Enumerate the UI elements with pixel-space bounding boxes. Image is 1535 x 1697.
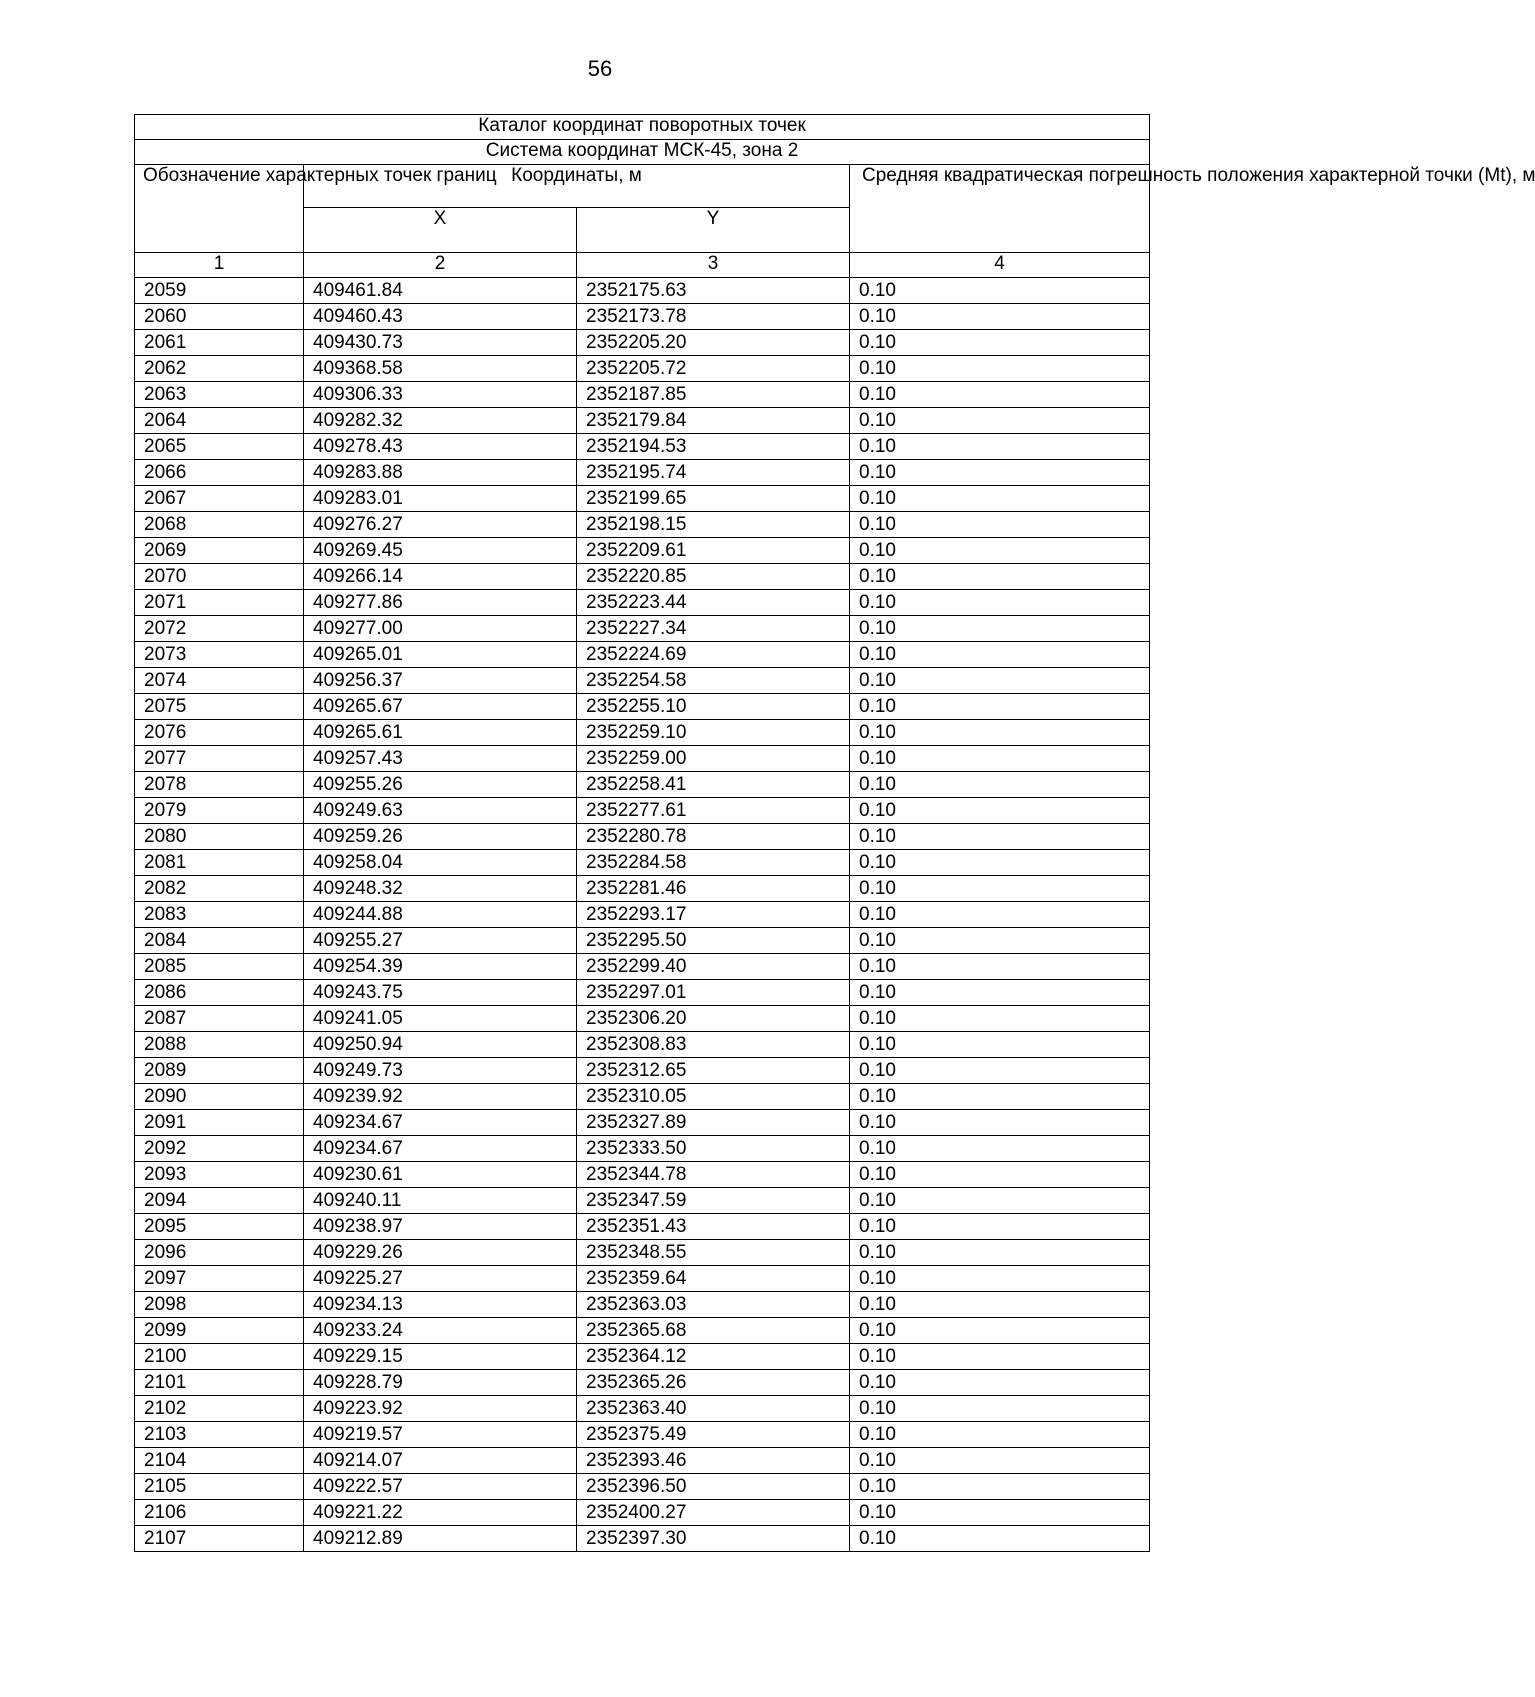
column-number: 4 [850, 253, 1150, 278]
table-row [135, 1396, 1150, 1422]
cell-error: 0.10 [850, 798, 1150, 824]
cell-point-id: 2068 [135, 512, 304, 538]
cell-point-id: 2070 [135, 564, 304, 590]
cell-point-id: 2082 [135, 876, 304, 902]
cell-point-id: 2069 [135, 538, 304, 564]
header-point: Обозначение характерных точек границ [135, 165, 304, 253]
cell-x: 409254.39 [304, 954, 577, 980]
cell-y: 2352359.64 [577, 1266, 850, 1292]
cell-error: 0.10 [850, 590, 1150, 616]
table-body [135, 278, 1150, 1552]
cell-point-id: 2072 [135, 616, 304, 642]
cell-y: 2352365.68 [577, 1318, 850, 1344]
cell-error: 0.10 [850, 1292, 1150, 1318]
header-x: X [304, 208, 577, 253]
cell-point-id: 2074 [135, 668, 304, 694]
cell-y: 2352224.69 [577, 642, 850, 668]
cell-error: 0.10 [850, 356, 1150, 382]
table-row [135, 1448, 1150, 1474]
cell-error: 0.10 [850, 382, 1150, 408]
cell-error: 0.10 [850, 1032, 1150, 1058]
cell-y: 2352277.61 [577, 798, 850, 824]
table-row [135, 902, 1150, 928]
cell-point-id: 2090 [135, 1084, 304, 1110]
table-title: Каталог координат поворотных точек [135, 115, 1150, 140]
table-row [135, 538, 1150, 564]
cell-point-id: 2073 [135, 642, 304, 668]
cell-y: 2352209.61 [577, 538, 850, 564]
table-row [135, 1422, 1150, 1448]
cell-error: 0.10 [850, 642, 1150, 668]
cell-y: 2352351.43 [577, 1214, 850, 1240]
cell-x: 409278.43 [304, 434, 577, 460]
cell-x: 409255.27 [304, 928, 577, 954]
cell-error: 0.10 [850, 772, 1150, 798]
column-number: 1 [135, 253, 304, 278]
cell-point-id: 2059 [135, 278, 304, 304]
cell-y: 2352297.01 [577, 980, 850, 1006]
cell-error: 0.10 [850, 746, 1150, 772]
cell-x: 409282.32 [304, 408, 577, 434]
cell-x: 409228.79 [304, 1370, 577, 1396]
cell-point-id: 2106 [135, 1500, 304, 1526]
cell-x: 409266.14 [304, 564, 577, 590]
cell-x: 409269.45 [304, 538, 577, 564]
cell-error: 0.10 [850, 668, 1150, 694]
cell-point-id: 2094 [135, 1188, 304, 1214]
cell-x: 409230.61 [304, 1162, 577, 1188]
table-row [135, 694, 1150, 720]
cell-error: 0.10 [850, 616, 1150, 642]
cell-x: 409283.01 [304, 486, 577, 512]
cell-error: 0.10 [850, 1318, 1150, 1344]
cell-x: 409249.73 [304, 1058, 577, 1084]
table-row [135, 1162, 1150, 1188]
table-row [135, 1084, 1150, 1110]
table-row [135, 954, 1150, 980]
cell-y: 2352327.89 [577, 1110, 850, 1136]
cell-x: 409239.92 [304, 1084, 577, 1110]
table-row [135, 876, 1150, 902]
cell-y: 2352205.72 [577, 356, 850, 382]
cell-error: 0.10 [850, 1110, 1150, 1136]
table-row [135, 824, 1150, 850]
cell-x: 409229.26 [304, 1240, 577, 1266]
table-row [135, 850, 1150, 876]
cell-x: 409223.92 [304, 1396, 577, 1422]
table-row [135, 1526, 1150, 1552]
cell-error: 0.10 [850, 1422, 1150, 1448]
cell-error: 0.10 [850, 954, 1150, 980]
cell-error: 0.10 [850, 538, 1150, 564]
cell-y: 2352259.10 [577, 720, 850, 746]
cell-x: 409257.43 [304, 746, 577, 772]
cell-point-id: 2095 [135, 1214, 304, 1240]
table-row [135, 330, 1150, 356]
table-row [135, 1006, 1150, 1032]
cell-x: 409258.04 [304, 850, 577, 876]
cell-y: 2352281.46 [577, 876, 850, 902]
cell-y: 2352363.40 [577, 1396, 850, 1422]
cell-y: 2352175.63 [577, 278, 850, 304]
table-row [135, 1058, 1150, 1084]
cell-x: 409277.00 [304, 616, 577, 642]
table-subtitle: Система координат МСК-45, зона 2 [135, 140, 1150, 165]
cell-x: 409460.43 [304, 304, 577, 330]
cell-y: 2352363.03 [577, 1292, 850, 1318]
cell-y: 2352293.17 [577, 902, 850, 928]
cell-y: 2352223.44 [577, 590, 850, 616]
cell-point-id: 2087 [135, 1006, 304, 1032]
cell-error: 0.10 [850, 1240, 1150, 1266]
header-coordinates: Координаты, м [304, 165, 850, 208]
cell-y: 2352284.58 [577, 850, 850, 876]
cell-x: 409222.57 [304, 1474, 577, 1500]
cell-point-id: 2102 [135, 1396, 304, 1422]
cell-x: 409430.73 [304, 330, 577, 356]
cell-x: 409234.67 [304, 1110, 577, 1136]
cell-x: 409233.24 [304, 1318, 577, 1344]
cell-point-id: 2060 [135, 304, 304, 330]
cell-y: 2352255.10 [577, 694, 850, 720]
cell-error: 0.10 [850, 980, 1150, 1006]
cell-error: 0.10 [850, 1266, 1150, 1292]
cell-error: 0.10 [850, 694, 1150, 720]
cell-x: 409225.27 [304, 1266, 577, 1292]
cell-point-id: 2061 [135, 330, 304, 356]
cell-x: 409276.27 [304, 512, 577, 538]
cell-error: 0.10 [850, 720, 1150, 746]
header-y: Y [577, 208, 850, 253]
cell-x: 409265.67 [304, 694, 577, 720]
cell-y: 2352198.15 [577, 512, 850, 538]
table-row [135, 1110, 1150, 1136]
cell-error: 0.10 [850, 460, 1150, 486]
cell-x: 409241.05 [304, 1006, 577, 1032]
cell-y: 2352312.65 [577, 1058, 850, 1084]
cell-point-id: 2077 [135, 746, 304, 772]
cell-y: 2352299.40 [577, 954, 850, 980]
table-row [135, 434, 1150, 460]
table-row [135, 512, 1150, 538]
cell-x: 409221.22 [304, 1500, 577, 1526]
cell-point-id: 2098 [135, 1292, 304, 1318]
cell-error: 0.10 [850, 512, 1150, 538]
cell-point-id: 2091 [135, 1110, 304, 1136]
cell-error: 0.10 [850, 304, 1150, 330]
cell-x: 409243.75 [304, 980, 577, 1006]
cell-error: 0.10 [850, 1526, 1150, 1552]
cell-point-id: 2105 [135, 1474, 304, 1500]
table-row [135, 980, 1150, 1006]
cell-y: 2352254.58 [577, 668, 850, 694]
cell-y: 2352375.49 [577, 1422, 850, 1448]
cell-x: 409234.67 [304, 1136, 577, 1162]
cell-error: 0.10 [850, 1084, 1150, 1110]
cell-error: 0.10 [850, 564, 1150, 590]
cell-point-id: 2107 [135, 1526, 304, 1552]
header-error: Средняя квадратическая погрешность положения характерной точки (Mt), м [850, 165, 1150, 253]
cell-x: 409368.58 [304, 356, 577, 382]
cell-point-id: 2104 [135, 1448, 304, 1474]
cell-x: 409234.13 [304, 1292, 577, 1318]
cell-x: 409219.57 [304, 1422, 577, 1448]
cell-x: 409244.88 [304, 902, 577, 928]
cell-y: 2352333.50 [577, 1136, 850, 1162]
table-row [135, 1500, 1150, 1526]
cell-y: 2352364.12 [577, 1344, 850, 1370]
cell-y: 2352280.78 [577, 824, 850, 850]
cell-y: 2352397.30 [577, 1526, 850, 1552]
coordinates-catalog-table [134, 114, 1535, 1552]
cell-error: 0.10 [850, 434, 1150, 460]
cell-y: 2352195.74 [577, 460, 850, 486]
cell-y: 2352344.78 [577, 1162, 850, 1188]
cell-x: 409259.26 [304, 824, 577, 850]
cell-y: 2352365.26 [577, 1370, 850, 1396]
cell-error: 0.10 [850, 1474, 1150, 1500]
table-row [135, 1292, 1150, 1318]
cell-point-id: 2063 [135, 382, 304, 408]
cell-y: 2352310.05 [577, 1084, 850, 1110]
cell-y: 2352227.34 [577, 616, 850, 642]
table-row [135, 382, 1150, 408]
cell-error: 0.10 [850, 1188, 1150, 1214]
table-row [135, 564, 1150, 590]
cell-x: 409238.97 [304, 1214, 577, 1240]
cell-error: 0.10 [850, 486, 1150, 512]
cell-point-id: 2062 [135, 356, 304, 382]
cell-y: 2352194.53 [577, 434, 850, 460]
cell-point-id: 2088 [135, 1032, 304, 1058]
cell-y: 2352187.85 [577, 382, 850, 408]
cell-point-id: 2101 [135, 1370, 304, 1396]
cell-error: 0.10 [850, 1370, 1150, 1396]
cell-x: 409248.32 [304, 876, 577, 902]
cell-y: 2352393.46 [577, 1448, 850, 1474]
cell-x: 409306.33 [304, 382, 577, 408]
table-row [135, 772, 1150, 798]
cell-point-id: 2064 [135, 408, 304, 434]
table-row [135, 408, 1150, 434]
cell-error: 0.10 [850, 1162, 1150, 1188]
page-number: 56 [587, 56, 613, 81]
table-row [135, 356, 1150, 382]
cell-error: 0.10 [850, 278, 1150, 304]
cell-point-id: 2093 [135, 1162, 304, 1188]
cell-point-id: 2092 [135, 1136, 304, 1162]
cell-point-id: 2067 [135, 486, 304, 512]
table-row [135, 278, 1150, 304]
table-row [135, 1474, 1150, 1500]
cell-error: 0.10 [850, 824, 1150, 850]
table-row [135, 1266, 1150, 1292]
column-numbers-row [135, 253, 1150, 278]
cell-point-id: 2089 [135, 1058, 304, 1084]
cell-point-id: 2071 [135, 590, 304, 616]
column-number: 3 [577, 253, 850, 278]
cell-error: 0.10 [850, 928, 1150, 954]
table-row [135, 1370, 1150, 1396]
cell-point-id: 2066 [135, 460, 304, 486]
cell-point-id: 2079 [135, 798, 304, 824]
column-number: 2 [304, 253, 577, 278]
table-row [135, 1136, 1150, 1162]
cell-error: 0.10 [850, 408, 1150, 434]
cell-error: 0.10 [850, 902, 1150, 928]
cell-x: 409256.37 [304, 668, 577, 694]
cell-x: 409265.01 [304, 642, 577, 668]
cell-x: 409250.94 [304, 1032, 577, 1058]
cell-y: 2352199.65 [577, 486, 850, 512]
table-row [135, 486, 1150, 512]
cell-x: 409283.88 [304, 460, 577, 486]
cell-y: 2352259.00 [577, 746, 850, 772]
table-row [135, 590, 1150, 616]
cell-y: 2352220.85 [577, 564, 850, 590]
cell-point-id: 2096 [135, 1240, 304, 1266]
cell-point-id: 2065 [135, 434, 304, 460]
cell-point-id: 2076 [135, 720, 304, 746]
cell-x: 409265.61 [304, 720, 577, 746]
table-row [135, 460, 1150, 486]
cell-y: 2352173.78 [577, 304, 850, 330]
table-row [135, 642, 1150, 668]
cell-x: 409277.86 [304, 590, 577, 616]
cell-point-id: 2086 [135, 980, 304, 1006]
table-row [135, 616, 1150, 642]
cell-error: 0.10 [850, 1500, 1150, 1526]
cell-x: 409249.63 [304, 798, 577, 824]
cell-y: 2352347.59 [577, 1188, 850, 1214]
cell-error: 0.10 [850, 876, 1150, 902]
cell-point-id: 2081 [135, 850, 304, 876]
cell-x: 409255.26 [304, 772, 577, 798]
cell-error: 0.10 [850, 1396, 1150, 1422]
cell-y: 2352396.50 [577, 1474, 850, 1500]
cell-error: 0.10 [850, 1344, 1150, 1370]
cell-point-id: 2083 [135, 902, 304, 928]
cell-point-id: 2097 [135, 1266, 304, 1292]
cell-point-id: 2084 [135, 928, 304, 954]
cell-point-id: 2100 [135, 1344, 304, 1370]
cell-point-id: 2078 [135, 772, 304, 798]
cell-error: 0.10 [850, 330, 1150, 356]
cell-error: 0.10 [850, 1136, 1150, 1162]
cell-y: 2352308.83 [577, 1032, 850, 1058]
cell-error: 0.10 [850, 1006, 1150, 1032]
cell-point-id: 2103 [135, 1422, 304, 1448]
table-row [135, 720, 1150, 746]
cell-y: 2352205.20 [577, 330, 850, 356]
table-row [135, 798, 1150, 824]
cell-x: 409214.07 [304, 1448, 577, 1474]
table-row [135, 746, 1150, 772]
table-row [135, 928, 1150, 954]
cell-y: 2352306.20 [577, 1006, 850, 1032]
cell-y: 2352295.50 [577, 928, 850, 954]
cell-point-id: 2080 [135, 824, 304, 850]
table-row [135, 304, 1150, 330]
table-row [135, 1214, 1150, 1240]
cell-x: 409229.15 [304, 1344, 577, 1370]
cell-y: 2352400.27 [577, 1500, 850, 1526]
cell-y: 2352348.55 [577, 1240, 850, 1266]
cell-error: 0.10 [850, 1448, 1150, 1474]
table-row [135, 668, 1150, 694]
cell-point-id: 2085 [135, 954, 304, 980]
cell-point-id: 2075 [135, 694, 304, 720]
cell-error: 0.10 [850, 1214, 1150, 1240]
cell-x: 409461.84 [304, 278, 577, 304]
table-row [135, 1318, 1150, 1344]
cell-x: 409212.89 [304, 1526, 577, 1552]
table-row [135, 1344, 1150, 1370]
cell-error: 0.10 [850, 1058, 1150, 1084]
cell-point-id: 2099 [135, 1318, 304, 1344]
cell-y: 2352179.84 [577, 408, 850, 434]
table-row [135, 1032, 1150, 1058]
table-row [135, 1188, 1150, 1214]
cell-y: 2352258.41 [577, 772, 850, 798]
table-row [135, 1240, 1150, 1266]
cell-x: 409240.11 [304, 1188, 577, 1214]
cell-error: 0.10 [850, 850, 1150, 876]
